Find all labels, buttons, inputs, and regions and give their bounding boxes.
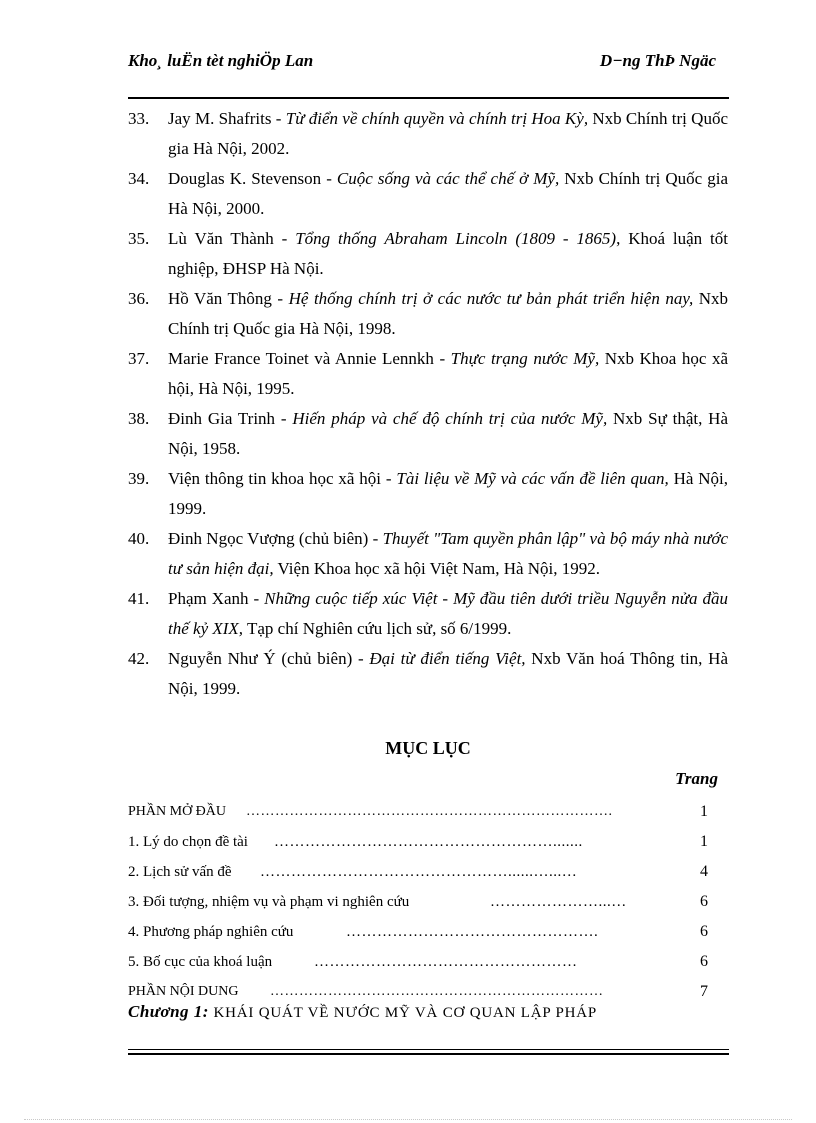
toc-title: MỤC LỤC [385,738,471,758]
page-bottom-edge [24,1119,792,1120]
toc-entry-page: 1 [700,803,708,820]
reference-list [128,104,728,704]
footer-divider-thick [128,1053,729,1055]
reference-item [128,224,728,284]
reference-number: 40. [128,529,150,548]
page-header [128,50,728,96]
reference-item [128,344,728,404]
toc-entry-label: 1. Lý do chọn đề tài [128,834,248,850]
chapter-title: KHÁI QUÁT VỀ NƯỚC MỸ VÀ CƠ QUAN LẬP PHÁP [213,1005,598,1021]
toc-entry-page: 6 [700,953,708,970]
reference-item [128,404,728,464]
reference-author: Douglas K. Stevenson - [168,169,337,188]
reference-author: Hồ Văn Thông - [168,289,289,308]
reference-author: Nguyễn Như Ý (chủ biên) - [168,649,370,668]
reference-author: Viện thông tin khoa học xã hội - [168,469,397,488]
toc-leader-dots: …………………………………………......…...… [260,864,578,880]
reference-publisher: Nxb Chính trị Quốc gia Hà Nội, 1998. [168,289,728,338]
reference-item [128,164,728,224]
reference-author: Đinh Ngọc Vượng (chủ biên) - [168,529,383,548]
toc-leader-dots: …………………………………………… [314,954,578,970]
toc-leader-dots: …………………………………………. [346,924,599,940]
reference-author: Đinh Gia Trinh - [168,409,293,428]
reference-publisher: , Khoá luận tốt nghiệp, ĐHSP Hà Nội. [168,229,728,278]
toc-chapter-heading [128,1002,688,1022]
reference-title: Đại từ điển tiếng Việt, [369,649,526,668]
reference-item [128,464,728,524]
toc-entry-label: 3. Đối tượng, nhiệm vụ và phạm vi nghiên cứu [128,894,410,910]
footer-divider [128,1049,729,1050]
toc-entry-label: 5. Bố cục của khoá luận [128,954,273,970]
reference-number: 41. [128,589,150,608]
reference-title: Tài liệu về Mỹ và các vấn đề liên quan, [396,469,669,488]
reference-author: Lù Văn Thành - [168,229,296,248]
reference-publisher: Nxb Khoa học xã hội, Hà Nội, 1995. [168,349,728,398]
reference-title: Từ điển về chính quyền và chính trị Hoa Kỳ, [285,109,589,128]
toc-leader-dots: …………………………………………………………… [270,984,604,999]
toc-leader-dots: ………………………………………………....... [274,834,583,850]
toc-entry-label: 2. Lịch sử vấn đề [128,864,232,880]
reference-number: 37. [128,349,150,368]
reference-publisher: Nxb Chính trị Quốc gia Hà Nội, 2002. [168,109,729,158]
reference-number: 39. [128,469,150,488]
toc-entry-page: 1 [700,833,708,850]
reference-publisher: Hà Nội, 1999. [168,469,728,518]
toc-entry [128,797,728,827]
reference-item [128,524,728,584]
toc-leader-dots: …………………………………………………………………. [246,804,613,819]
toc-leader-dots: …………………...… [490,894,627,910]
reference-title: Những cuộc tiếp xúc Việt - Mỹ đầu tiên dưới triều Nguyễn nửa đầu thế kỷ XIX, [168,589,728,638]
reference-publisher: Nxb Văn hoá Thông tin, Hà Nội, 1999. [168,649,728,698]
header-divider [128,97,729,99]
toc-entry [128,917,728,947]
reference-author: Jay M. Shafrits - [168,109,286,128]
reference-author: Marie France Toinet và Annie Lennkh - [168,349,451,368]
reference-number: 35. [128,229,150,248]
toc-entry-page: 7 [700,983,708,1000]
reference-number: 38. [128,409,150,428]
toc-entry [128,857,728,887]
reference-item [128,584,728,644]
toc-entry-label: PHẦN NỘI DUNG [128,984,239,999]
reference-item [128,644,728,704]
toc-entry [128,947,728,977]
reference-publisher: Viện Khoa học xã hội Việt Nam, Hà Nội, 1992. [273,559,601,578]
toc-entry-page: 6 [700,923,708,940]
reference-author: Phạm Xanh - [168,589,265,608]
reference-title: Thuyết "Tam quyền phân lập" và bộ máy nhà nước tư sản hiện đại, [168,529,728,578]
reference-number: 33. [128,109,150,128]
reference-title: Hệ thống chính trị ở các nước tư bản phát triển hiện nay, [288,289,694,308]
reference-publisher: Tạp chí Nghiên cứu lịch sử, số 6/1999. [243,619,512,638]
reference-publisher: Nxb Sự thật, Hà Nội, 1958. [168,409,729,458]
reference-title: Tổng thống Abraham Lincoln (1809 - 1865) [295,229,617,248]
header-left-text: Kho¸ luËn tèt nghiÖp Lan [128,51,314,70]
toc-entry-label: 4. Phương pháp nghiên cứu [128,924,294,940]
reference-title: Cuộc sống và các thể chế ở Mỹ, [336,169,560,188]
toc-entry-label: PHẦN MỞ ĐẦU [128,804,227,819]
reference-number: 34. [128,169,150,188]
reference-title: Thực trạng nước Mỹ, [450,349,600,368]
reference-number: 36. [128,289,150,308]
reference-title: Hiến pháp và chế độ chính trị của nước Mỹ, [292,409,608,428]
toc-entry [128,827,728,857]
reference-publisher: Nxb Chính trị Quốc gia Hà Nội, 2000. [168,169,728,218]
reference-item [128,284,728,344]
toc-entry [128,887,728,917]
reference-item [128,104,728,164]
reference-number: 42. [128,649,150,668]
toc-page-column-header: Trang [675,769,718,788]
toc-entry-page: 6 [700,893,708,910]
toc-entry-page: 4 [700,863,708,880]
chapter-label: Chương 1: [128,1002,209,1021]
header-right-text: D−ng ThÞ Ngäc [599,51,716,70]
table-of-contents [128,797,728,1007]
